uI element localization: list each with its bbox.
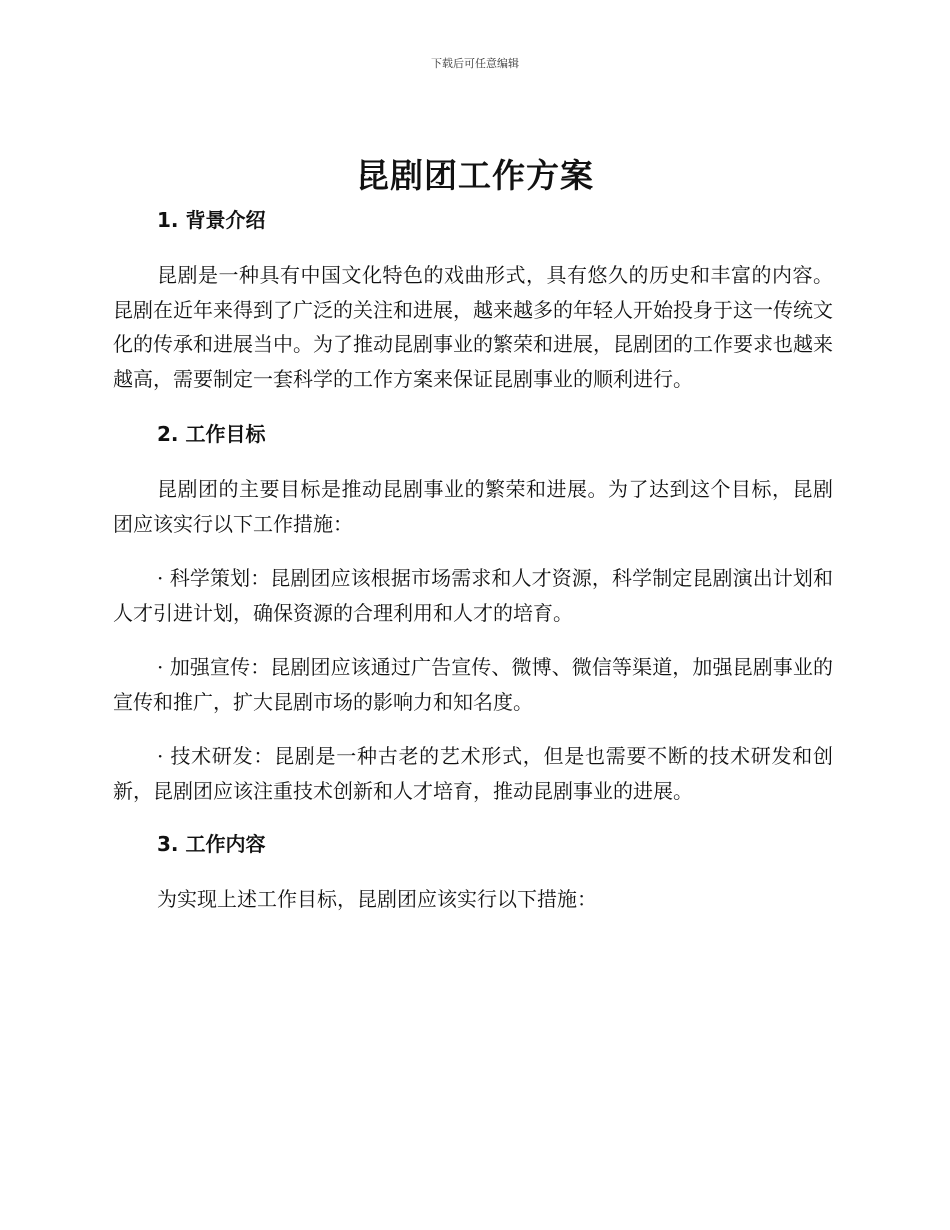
section-heading-goals: 2. 工作目标 — [157, 422, 266, 446]
bullet-item-research: · 技术研发：昆剧是一种古老的艺术形式，但是也需要不断的技术研发和创新，昆剧团应该注重技术创新和人才培育，推动昆剧事业的进展。 — [113, 744, 833, 803]
section-paragraph-goals: 昆剧团的主要目标是推动昆剧事业的繁荣和进展。为了达到这个目标，昆剧团应该实行以下工作措施： — [113, 477, 833, 536]
section-paragraph-background: 昆剧是一种具有中国文化特色的戏曲形式，具有悠久的历史和丰富的内容。昆剧在近年来得到了广泛的关注和进展，越来越多的年轻人开始投身于这一传统文化的传承和进展当中。为了推动昆剧事业的繁荣和进展，昆剧团的工作要求也越来越高，需要制定一套科学的工作方案来保证昆剧事业的顺利进行。 — [113, 263, 833, 391]
document-title: 昆剧团工作方案 — [356, 156, 594, 195]
section-heading-content: 3. 工作内容 — [157, 832, 266, 856]
section-paragraph-content: 为实现上述工作目标，昆剧团应该实行以下措施： — [157, 887, 597, 911]
section-heading-background: 1. 背景介绍 — [157, 208, 266, 232]
document-body — [113, 204, 833, 917]
page-header-note: 下载后可任意编辑 — [431, 57, 519, 70]
bullet-item-planning: · 科学策划：昆剧团应该根据市场需求和人才资源，科学制定昆剧演出计划和人才引进计划，确保资源的合理利用和人才的培育。 — [113, 566, 833, 625]
bullet-item-publicity: · 加强宣传：昆剧团应该通过广告宣传、微博、微信等渠道，加强昆剧事业的宣传和推广，扩大昆剧市场的影响力和知名度。 — [113, 655, 833, 714]
